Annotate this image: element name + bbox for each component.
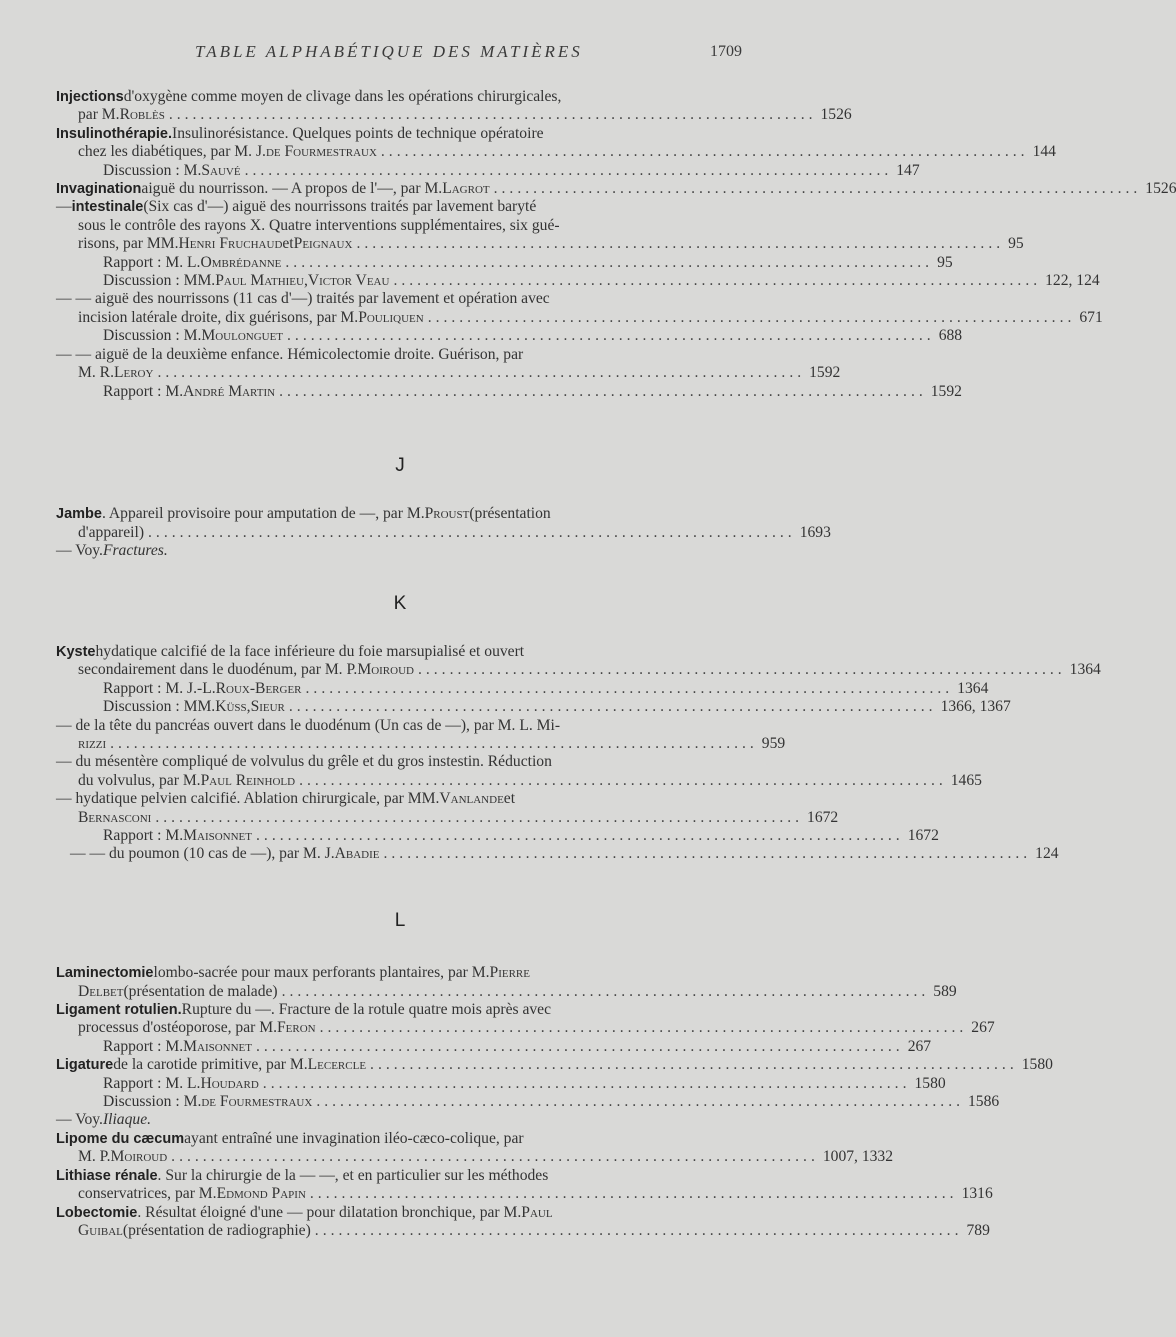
page-ref: 1672 (907, 827, 939, 844)
entry-line (56, 1148, 894, 1166)
page-ref: 144 (1032, 143, 1056, 161)
dot-leader: .................................................................................. (417, 661, 1066, 679)
voy-line (56, 1111, 744, 1129)
dot-leader: .................................................................................. (316, 1093, 964, 1111)
page-ref: 789 (966, 1221, 990, 1239)
rapport-line (56, 1074, 946, 1093)
entry-text: . Sur la chirurgie de la — —, et en particulier sur les méthodes (157, 1166, 549, 1184)
entry-pelvien (56, 790, 939, 845)
author-name: Leroy (113, 364, 154, 382)
entry-ligature (56, 1056, 1053, 1130)
page-ref: 1316 (961, 1185, 993, 1203)
entry-text: hydatique calcifié de la face inférieure du foie marsupialisé et ouvert (95, 642, 525, 660)
cross-reference: Iliaque. (102, 1111, 152, 1129)
entry-text: aiguë du nourrisson. — A propos de l'—, par M. (141, 180, 443, 198)
index-body (56, 88, 1176, 1240)
entry-lobectomie (56, 1203, 990, 1241)
entry-laminectomie (56, 964, 957, 1001)
entry-text: d'oxygène comme moyen de clivage dans les opérations chirurgicales, (123, 88, 562, 105)
author-name: Ombrédanne (200, 253, 282, 271)
page-ref: 122, 124 (1045, 272, 1100, 290)
author-name: de Fourmestraux (201, 1093, 313, 1111)
dot-leader: .................................................................................. (493, 180, 1142, 198)
entry-line (56, 661, 1101, 679)
entry-text: Rapport : M. (103, 1037, 184, 1055)
entry-insulinotherapie (56, 124, 1056, 180)
entry-line (56, 1167, 744, 1185)
entry-line (56, 808, 839, 827)
page-ref: 1364 (1069, 661, 1101, 679)
author-name: Lecercle (307, 1056, 367, 1074)
entry-line (56, 771, 982, 790)
entry-text: Rapport : M. L. (103, 253, 201, 271)
dot-leader: .................................................................................. (287, 327, 935, 345)
page-ref: 1580 (1021, 1056, 1053, 1074)
entry-keyword: Lipome du cæcum (56, 1130, 185, 1147)
entry-text: — — aiguë des nourrissons (11 cas d'—) traités par lavement et opération avec (56, 290, 550, 308)
entry-keyword: Ligature (56, 1057, 114, 1074)
entry-text: d'appareil) (78, 523, 145, 541)
entry-line (56, 125, 744, 143)
page-ref: 147 (896, 161, 920, 179)
author-name: Proust (424, 505, 470, 523)
entry-text: Discussion : M. (103, 1093, 202, 1111)
entry-text: risons, par MM. (78, 235, 179, 253)
entry-text: . Appareil provisoire pour amputation de —, par M. (101, 505, 425, 523)
dot-leader: .................................................................................. (427, 308, 1076, 326)
entry-text: lombo-sacrée pour maux perforants plantaires, par M. (153, 964, 490, 982)
entry-text: — du mésentère compliqué de volvulus du grêle et du gros instestin. Réduction (56, 753, 552, 771)
entry-line (56, 717, 744, 735)
page-ref: 1580 (914, 1074, 946, 1092)
entry-lipome (56, 1129, 894, 1167)
entry-line (56, 523, 831, 542)
entry-text: incision latérale droite, dix guérisons, par M. (78, 308, 359, 326)
entry-text: du volvulus, par M. (78, 771, 201, 789)
dot-leader: .................................................................................. (281, 982, 930, 1000)
discussion-line (56, 161, 920, 180)
entry-text: , (246, 698, 251, 716)
entry-line (56, 1130, 744, 1148)
entry-text: par M. (78, 106, 120, 124)
dot-leader: .................................................................................. (383, 845, 1032, 863)
entry-keyword: Lithiase rénale (56, 1167, 158, 1184)
entry-line (56, 290, 744, 308)
page-ref: 671 (1079, 308, 1103, 326)
author-name: Peignaux (293, 235, 353, 253)
entry-line (56, 235, 1024, 253)
page-ref: 1693 (799, 523, 831, 541)
entry-keyword: Insulinothérapie. (56, 125, 173, 142)
dot-leader: .................................................................................. (393, 272, 1042, 290)
dot-leader: .................................................................................. (380, 143, 1029, 161)
entry-line (56, 143, 1056, 161)
entry-lithiase (56, 1166, 993, 1204)
discussion-line (56, 1093, 1000, 1111)
dot-leader: .................................................................................. (148, 523, 796, 541)
dot-leader: .................................................................................. (319, 1019, 968, 1037)
rapport-line (56, 679, 989, 698)
dot-leader: .................................................................................. (309, 1185, 958, 1203)
entry-text: — Voy. (56, 1111, 103, 1129)
dot-leader: .................................................................................. (256, 1037, 904, 1055)
entry-injections (56, 88, 852, 125)
entry-line (56, 180, 1176, 198)
entry-keyword: Ligament rotulien. (56, 1002, 182, 1019)
author-name: Bernasconi (78, 808, 152, 826)
entry-line (56, 1221, 990, 1240)
entry-poumon (56, 845, 1059, 863)
entry-text: conservatrices, par M. (78, 1185, 217, 1203)
section-letter-l: L (394, 909, 406, 931)
running-header (0, 42, 800, 66)
entry-text: Discussion : M. (103, 327, 202, 345)
entry-text: — — du poumon (10 cas de —), par M. J. (70, 845, 335, 863)
entry-text: de la carotide primitive, par M. (113, 1056, 308, 1074)
page-number: 1709 (710, 43, 742, 60)
entry-text: ayant entraîné une invagination iléo-cæco-colique, par (184, 1129, 524, 1147)
entry-line (56, 753, 744, 771)
entry-line (56, 790, 744, 808)
discussion-line (56, 272, 1100, 290)
dot-leader: .................................................................................. (155, 808, 804, 826)
dot-leader: .................................................................................. (356, 235, 1005, 253)
dot-leader: .................................................................................. (305, 679, 954, 697)
entry-keyword: Kyste (56, 643, 96, 660)
page-ref: 1526 (1145, 180, 1176, 198)
entry-text: Rapport : M. L. (103, 1074, 201, 1092)
voy-line (56, 542, 744, 560)
entry-line (56, 982, 957, 1001)
entry-text: et (503, 790, 516, 808)
dot-leader: .................................................................................. (285, 253, 934, 271)
entry-keyword: Injections (56, 89, 124, 105)
entry-text: Insulinorésistance. Quelques points de technique opératoire (172, 124, 544, 142)
page-ref: 1586 (967, 1093, 1000, 1111)
author-name: Abadie (334, 845, 380, 863)
section-letter-k: K (393, 592, 407, 614)
entry-text: (présentation de radiographie) (122, 1221, 311, 1239)
author-name: André Martin (183, 382, 276, 400)
dot-leader: .................................................................................. (244, 161, 893, 179)
entry-text: Rupture du —. Fracture de la rotule quatre mois après avec (181, 1001, 552, 1019)
section-letter-j: J (395, 454, 405, 476)
author-name: Henri Fruchaud (178, 235, 283, 253)
entry-line (56, 1204, 744, 1222)
author-name: Lagrot (442, 180, 490, 198)
entry-text: Discussion : MM. (103, 698, 216, 716)
author-name: Moiroud (357, 661, 414, 679)
author-name: Paul Mathieu (215, 272, 304, 290)
page-ref: 267 (907, 1037, 932, 1055)
author-name: Victor Veau (307, 272, 390, 290)
entry-keyword: Jambe (56, 506, 102, 523)
entry-kyste (56, 642, 1101, 717)
entry-text: — — aiguë de la deuxième enfance. Hémicolectomie droite. Guérison, par (56, 345, 524, 363)
entry-text: (présentation (469, 505, 551, 523)
rapport-line (56, 827, 939, 845)
dot-leader: .................................................................................. (288, 698, 937, 716)
author-name: Paul Reinhold (200, 771, 296, 789)
dot-leader: .................................................................................. (262, 1074, 911, 1092)
entry-invagination (56, 180, 1176, 198)
author-name: Moulonguet (201, 327, 284, 345)
author-name: Pouliquen (358, 308, 424, 326)
dot-leader: .................................................................................. (157, 364, 806, 382)
entry-keyword: intestinale (71, 199, 144, 216)
entry-aigue-nourrissons (56, 290, 1103, 345)
entry-dash: — (56, 198, 72, 216)
entry-text: (Six cas d'—) aiguë des nourrissons traités par lavement baryté (143, 198, 537, 216)
entry-aigue-enfance (56, 345, 962, 401)
author-name: Küss (215, 698, 247, 716)
page-ref: 1592 (930, 382, 962, 400)
entry-text: M. R. (78, 364, 114, 382)
entry-text: — hydatique pelvien calcifié. Ablation chirurgicale, par MM. (56, 790, 440, 808)
entry-line (56, 364, 841, 382)
entry-jambe (56, 505, 831, 560)
entry-text: processus d'ostéoporose, par M. (78, 1019, 277, 1037)
page-ref: 95 (937, 253, 953, 271)
entry-line (56, 505, 744, 523)
entry-text: secondairement dans le duodénum, par M. P. (78, 661, 358, 679)
entry-keyword: Invagination (56, 181, 142, 198)
page-ref: 124 (1035, 845, 1059, 863)
entry-line (56, 1001, 744, 1019)
entry-line (56, 88, 744, 106)
author-name: Paul (521, 1203, 553, 1221)
entry-line (56, 346, 744, 364)
entry-pancreas (56, 716, 786, 754)
author-name: Sieur (250, 698, 285, 716)
page-ref: 688 (938, 327, 963, 345)
author-name: Sauvé (201, 161, 241, 179)
entry-ligament (56, 1001, 995, 1056)
entry-keyword: Lobectomie (56, 1204, 138, 1221)
dot-leader: .................................................................................. (370, 1056, 1018, 1074)
page-ref: 589 (933, 982, 957, 1000)
author-name: Maisonnet (183, 827, 253, 844)
page-ref: 95 (1008, 235, 1024, 253)
dot-leader: .................................................................................. (110, 734, 758, 752)
dot-leader: .................................................................................. (168, 106, 817, 124)
page-ref: 1465 (950, 771, 982, 789)
dot-leader: .................................................................................. (256, 827, 904, 844)
entry-mesentere (56, 753, 982, 790)
entry-line (56, 308, 1103, 327)
page-ref: 1592 (809, 364, 841, 382)
entry-line (56, 1185, 993, 1203)
entry-text: chez les diabétiques, par M. J. (78, 143, 266, 161)
dot-leader: .................................................................................. (314, 1221, 963, 1239)
author-name: Moiroud (110, 1148, 168, 1166)
entry-text: Rapport : M. (103, 827, 184, 844)
author-name: Guibal (78, 1221, 123, 1239)
page-ref: 1007, 1332 (822, 1148, 894, 1166)
page-ref: 267 (971, 1019, 995, 1037)
page-ref: 1366, 1367 (940, 698, 1011, 716)
page-ref: 959 (761, 734, 786, 752)
author-name: Roux-Berger (215, 679, 302, 697)
entry-line (56, 217, 744, 235)
entry-line (56, 1056, 1053, 1074)
author-name: Maisonnet (183, 1037, 253, 1055)
entry-line (56, 198, 744, 216)
author-name: Delbet (78, 982, 124, 1000)
dot-leader: .................................................................................. (171, 1148, 819, 1166)
author-name: Vanlande (439, 790, 504, 808)
entry-text: — de la tête du pancréas ouvert dans le duodénum (Un cas de —), par M. L. Mi- (56, 716, 561, 734)
author-name: Houdard (200, 1074, 259, 1092)
entry-text: Discussion : MM. (103, 272, 216, 290)
dot-leader: .................................................................................. (279, 382, 927, 400)
entry-text: Rapport : M. J.-L. (103, 679, 216, 697)
entry-line (56, 845, 1059, 863)
author-name: Pierre (489, 964, 530, 982)
entry-text: M. P. (78, 1148, 111, 1166)
entry-text: sous le contrôle des rayons X. Quatre interventions supplémentaires, six gué- (78, 216, 560, 234)
entry-keyword: Laminectomie (56, 965, 154, 982)
entry-text: — Voy. (56, 542, 103, 560)
author-name: rizzi (78, 734, 107, 752)
page-ref: 1672 (807, 808, 839, 826)
cross-reference: Fractures. (102, 542, 168, 560)
entry-text: Discussion : M. (103, 161, 202, 179)
author-name: Edmond Papin (216, 1185, 306, 1203)
discussion-line (56, 327, 963, 345)
rapport-line (56, 253, 953, 272)
entry-text: . Résultat éloigné d'une — pour dilatation bronchique, par M. (137, 1203, 522, 1221)
entry-intestinale (56, 198, 1100, 290)
author-name: Feron (277, 1019, 316, 1037)
author-name: Roblès (119, 106, 165, 124)
entry-text: et (282, 235, 294, 253)
entry-line (56, 1019, 995, 1037)
entry-line (56, 734, 786, 753)
page-ref: 1364 (957, 679, 989, 697)
entry-text: , (303, 272, 308, 290)
header-title: TABLE ALPHABÉTIQUE DES MATIÈRES (195, 42, 583, 61)
entry-text: (présentation de malade) (123, 982, 278, 1000)
discussion-line (56, 698, 1011, 716)
rapport-line (56, 1037, 932, 1056)
entry-line (56, 643, 744, 661)
entry-line (56, 106, 852, 124)
rapport-line (56, 382, 962, 401)
dot-leader: .................................................................................. (299, 771, 947, 789)
entry-text: Rapport : M. (103, 382, 184, 400)
page-ref: 1526 (820, 106, 852, 124)
author-name: de Fourmestraux (265, 143, 377, 161)
entry-line (56, 964, 744, 982)
